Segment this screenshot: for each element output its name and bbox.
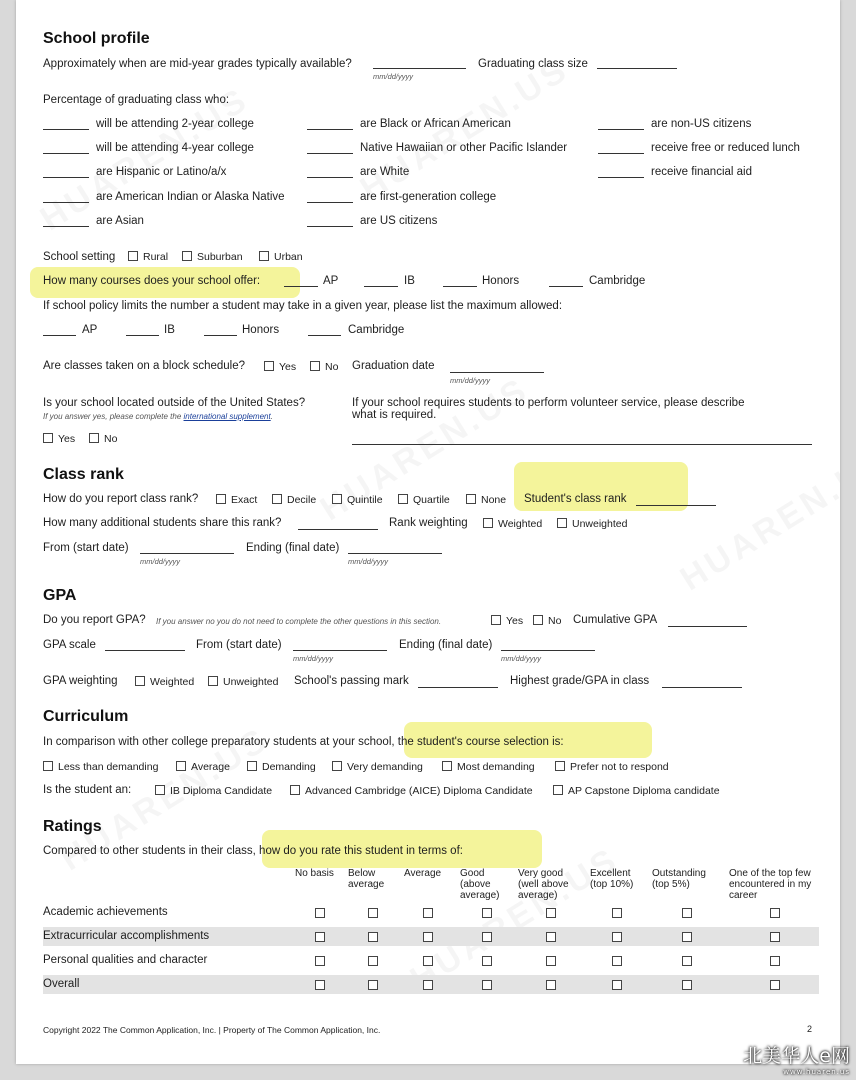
checkbox[interactable] <box>290 785 300 795</box>
checkbox[interactable] <box>43 761 53 771</box>
passing-mark-field[interactable] <box>418 687 498 688</box>
rigor-option[interactable]: Prefer not to respond <box>555 761 669 773</box>
rank-option-exact[interactable]: Exact <box>216 494 257 506</box>
section-title-school-profile: School profile <box>43 30 150 47</box>
rating-checkbox[interactable] <box>315 908 325 918</box>
checkbox[interactable] <box>553 785 563 795</box>
rating-checkbox[interactable] <box>423 956 433 966</box>
block-yes-option[interactable]: Yes <box>264 361 296 373</box>
share-rank-question: How many additional students share this rank? <box>43 517 282 529</box>
rating-checkbox[interactable] <box>612 956 622 966</box>
checkbox[interactable] <box>491 615 501 625</box>
pct-label: receive financial aid <box>651 166 753 178</box>
copyright-footer: Copyright 2022 The Common Application, Inc. | Property of The Common Application, Inc. <box>43 1025 381 1035</box>
setting-option-suburban[interactable]: Suburban <box>182 251 243 263</box>
outside-us-hint: If you answer yes, please complete the international supplement. <box>43 412 273 421</box>
section-title-curriculum: Curriculum <box>43 708 129 725</box>
outside-us-question: Is your school located outside of the United States? <box>43 397 306 409</box>
section-title-ratings: Ratings <box>43 818 102 835</box>
rating-checkbox[interactable] <box>612 932 622 942</box>
pct-field[interactable] <box>307 202 353 203</box>
highest-gpa-field[interactable] <box>662 687 742 688</box>
rating-checkbox[interactable] <box>423 932 433 942</box>
rating-checkbox[interactable] <box>612 908 622 918</box>
section-title-gpa: GPA <box>43 587 77 604</box>
course-type-label: AP <box>323 275 339 287</box>
checkbox[interactable] <box>155 785 165 795</box>
pct-label: are first-generation college <box>360 191 497 203</box>
checkbox[interactable] <box>398 494 408 504</box>
pct-field[interactable] <box>43 226 89 227</box>
gpa-weighting-label: GPA weighting <box>43 675 118 687</box>
volunteer-question: If your school requires students to perform volunteer service, please describe <box>352 397 745 409</box>
cumulative-gpa-field[interactable] <box>668 626 747 627</box>
checkbox[interactable] <box>247 761 257 771</box>
pct-field[interactable] <box>598 153 644 154</box>
checkbox[interactable] <box>135 676 145 686</box>
rating-column-header: Good (above average) <box>460 868 500 901</box>
ratings-intro: Compared to other students in their class, how do you rate this student in terms of: <box>43 845 463 857</box>
gpa-from-label: From (start date) <box>196 639 282 651</box>
course-type-label: AP <box>82 324 98 336</box>
international-supplement-link[interactable]: international supplement <box>183 412 271 421</box>
course-type-label: IB <box>164 324 175 336</box>
rank-option-quintile[interactable]: Quintile <box>332 494 383 506</box>
pct-label: are Hispanic or Latino/a/x <box>96 166 227 178</box>
rating-column-header: Below average <box>348 868 385 890</box>
rank-weighting-label: Rank weighting <box>389 517 468 529</box>
pct-label: are Black or African American <box>360 118 511 130</box>
checkbox[interactable] <box>264 361 274 371</box>
percentage-intro: Percentage of graduating class who: <box>43 94 230 106</box>
pct-field[interactable] <box>307 177 353 178</box>
checkbox[interactable] <box>310 361 320 371</box>
pct-label: will be attending 2-year college <box>96 118 254 130</box>
page-number: 2 <box>807 1024 813 1034</box>
rating-checkbox[interactable] <box>546 980 556 990</box>
course-limit-question: If school policy limits the number a student may take in a given year, please list the maximum allowed: <box>43 300 563 312</box>
checkbox[interactable] <box>332 494 342 504</box>
checkbox[interactable] <box>557 518 567 528</box>
checkbox[interactable] <box>466 494 476 504</box>
checkbox[interactable] <box>332 761 342 771</box>
pct-field[interactable] <box>43 177 89 178</box>
cambridge-max-field[interactable] <box>308 335 341 336</box>
form-page <box>16 0 840 1064</box>
pct-label: are American Indian or Alaska Native <box>96 191 285 203</box>
pct-field[interactable] <box>307 153 353 154</box>
pct-label: Native Hawaiian or other Pacific Islander <box>360 142 568 154</box>
rank-ending-label: Ending (final date) <box>246 542 340 554</box>
ib-max-field[interactable] <box>126 335 159 336</box>
gpa-report-question: Do you report GPA? <box>43 614 146 626</box>
rigor-option[interactable]: Less than demanding <box>43 761 158 773</box>
gpa-ending-date-field[interactable] <box>501 650 595 651</box>
rigor-option[interactable]: Demanding <box>247 761 316 773</box>
rank-from-label: From (start date) <box>43 542 129 554</box>
rigor-option[interactable]: Average <box>176 761 230 773</box>
rigor-option[interactable]: Very demanding <box>332 761 423 773</box>
block-no-option[interactable]: No <box>310 361 338 373</box>
student-diploma-label: Is the student an: <box>43 784 132 796</box>
rating-checkbox[interactable] <box>482 956 492 966</box>
gpa-scale-label: GPA scale <box>43 639 96 651</box>
gpa-report-hint: If you answer no you do not need to complete the other questions in this section. <box>156 617 442 626</box>
checkbox[interactable] <box>272 494 282 504</box>
setting-option-rural[interactable]: Rural <box>128 251 168 263</box>
gpa-unweighted-option[interactable]: Unweighted <box>208 676 278 688</box>
checkbox[interactable] <box>208 676 218 686</box>
rating-checkbox[interactable] <box>368 956 378 966</box>
diploma-option[interactable]: AP Capstone Diploma candidate <box>553 785 720 797</box>
midyear-grades-label: Approximately when are mid-year grades typically available? <box>43 58 352 70</box>
gpa-scale-field[interactable] <box>105 650 185 651</box>
rating-checkbox[interactable] <box>423 980 433 990</box>
pct-field[interactable] <box>307 226 353 227</box>
outside-yes-option[interactable]: Yes <box>43 433 75 445</box>
rigor-option[interactable]: Most demanding <box>442 761 535 773</box>
rating-checkbox[interactable] <box>482 980 492 990</box>
checkbox[interactable] <box>43 433 53 443</box>
date-hint: mm/dd/yyyy <box>373 72 414 81</box>
rank-report-question: How do you report class rank? <box>43 493 199 505</box>
rating-checkbox[interactable] <box>482 932 492 942</box>
rating-row-label: Extracurricular accomplishments <box>43 930 210 942</box>
rating-column-header: Average <box>404 868 442 879</box>
rating-checkbox[interactable] <box>546 908 556 918</box>
rating-column-header: One of the top few encountered in my career <box>729 868 812 901</box>
checkbox[interactable] <box>216 494 226 504</box>
pct-field[interactable] <box>598 129 644 130</box>
pct-field[interactable] <box>43 202 89 203</box>
checkbox[interactable] <box>533 615 543 625</box>
highest-gpa-label: Highest grade/GPA in class <box>510 675 650 687</box>
pct-label: will be attending 4-year college <box>96 142 254 154</box>
rating-column-header: Excellent (top 10%) <box>590 868 634 890</box>
cumulative-gpa-label: Cumulative GPA <box>573 614 658 626</box>
rating-checkbox[interactable] <box>315 956 325 966</box>
rank-option-decile[interactable]: Decile <box>272 494 316 506</box>
rank-option-quartile[interactable]: Quartile <box>398 494 450 506</box>
checkbox[interactable] <box>176 761 186 771</box>
rating-checkbox[interactable] <box>612 980 622 990</box>
pct-label: are White <box>360 166 410 178</box>
pct-label: are non-US citizens <box>651 118 752 130</box>
diploma-option[interactable]: Advanced Cambridge (AICE) Diploma Candidate <box>290 785 533 797</box>
outside-no-option[interactable]: No <box>89 433 117 445</box>
date-hint: mm/dd/yyyy <box>501 654 542 663</box>
midyear-date-field[interactable] <box>373 68 466 69</box>
rating-checkbox[interactable] <box>368 908 378 918</box>
rank-ending-date-field[interactable] <box>348 553 442 554</box>
grad-class-size-field[interactable] <box>597 68 677 69</box>
rating-row-label: Academic achievements <box>43 906 168 918</box>
pct-label: are Asian <box>96 215 144 227</box>
rating-column-header: Outstanding (top 5%) <box>652 868 706 890</box>
rating-checkbox[interactable] <box>770 980 780 990</box>
gpa-no-option[interactable]: No <box>533 615 561 627</box>
course-type-label: Honors <box>242 324 280 336</box>
course-type-label: Honors <box>482 275 520 287</box>
share-rank-field[interactable] <box>298 529 378 530</box>
block-schedule-question: Are classes taken on a block schedule? <box>43 360 246 372</box>
rating-row-label: Personal qualities and character <box>43 954 208 966</box>
pct-field[interactable] <box>43 153 89 154</box>
checkbox[interactable] <box>128 251 138 261</box>
gpa-weighted-option[interactable]: Weighted <box>135 676 194 688</box>
rating-checkbox[interactable] <box>546 932 556 942</box>
volunteer-question-line2: what is required. <box>352 409 437 421</box>
rank-weighted-option[interactable]: Weighted <box>483 518 542 530</box>
ib-count-field[interactable] <box>364 286 398 287</box>
student-class-rank-label: Student's class rank <box>524 493 627 505</box>
rating-checkbox[interactable] <box>482 908 492 918</box>
rating-checkbox[interactable] <box>682 932 692 942</box>
course-type-label: IB <box>404 275 415 287</box>
checkbox[interactable] <box>483 518 493 528</box>
rating-checkbox[interactable] <box>546 956 556 966</box>
cambridge-count-field[interactable] <box>549 286 583 287</box>
rank-from-date-field[interactable] <box>140 553 234 554</box>
section-title-class-rank: Class rank <box>43 466 124 483</box>
date-hint: mm/dd/yyyy <box>140 557 181 566</box>
setting-option-urban[interactable]: Urban <box>259 251 303 263</box>
checkbox[interactable] <box>259 251 269 261</box>
date-hint: mm/dd/yyyy <box>450 376 491 385</box>
pct-field[interactable] <box>307 129 353 130</box>
gpa-from-date-field[interactable] <box>293 650 387 651</box>
rating-checkbox[interactable] <box>368 980 378 990</box>
rating-checkbox[interactable] <box>368 932 378 942</box>
pct-label: are US citizens <box>360 215 438 227</box>
courses-offered-label: How many courses does your school offer: <box>43 275 261 287</box>
ap-max-field[interactable] <box>43 335 76 336</box>
rating-column-header: No basis <box>295 868 334 879</box>
passing-mark-label: School's passing mark <box>294 675 409 687</box>
volunteer-answer-field[interactable] <box>352 444 812 445</box>
rating-row-label: Overall <box>43 978 80 990</box>
pct-label: receive free or reduced lunch <box>651 142 800 154</box>
rating-checkbox[interactable] <box>315 932 325 942</box>
date-hint: mm/dd/yyyy <box>348 557 389 566</box>
gpa-yes-option[interactable]: Yes <box>491 615 523 627</box>
rating-checkbox[interactable] <box>682 980 692 990</box>
rating-checkbox[interactable] <box>682 908 692 918</box>
ap-count-field[interactable] <box>284 286 318 287</box>
course-type-label: Cambridge <box>348 324 405 336</box>
checkbox[interactable] <box>555 761 565 771</box>
checkbox[interactable] <box>89 433 99 443</box>
site-watermark-logo: 北美华人e网 www.huaren.us <box>743 1045 850 1076</box>
diploma-option[interactable]: IB Diploma Candidate <box>155 785 272 797</box>
date-hint: mm/dd/yyyy <box>293 654 334 663</box>
graduation-date-field[interactable] <box>450 372 544 373</box>
rating-checkbox[interactable] <box>315 980 325 990</box>
rating-checkbox[interactable] <box>682 956 692 966</box>
checkbox[interactable] <box>442 761 452 771</box>
rating-checkbox[interactable] <box>423 908 433 918</box>
rank-option-none[interactable]: None <box>466 494 506 506</box>
watermark-text <box>674 440 840 599</box>
graduation-date-label: Graduation date <box>352 360 435 372</box>
rating-checkbox[interactable] <box>770 932 780 942</box>
pct-field[interactable] <box>598 177 644 178</box>
grad-class-size-label: Graduating class size <box>478 58 588 70</box>
rating-checkbox[interactable] <box>770 908 780 918</box>
rank-unweighted-option[interactable]: Unweighted <box>557 518 627 530</box>
gpa-ending-label: Ending (final date) <box>399 639 493 651</box>
course-selection-question: In comparison with other college preparatory students at your school, the student's course selection is: <box>43 736 564 748</box>
rating-checkbox[interactable] <box>770 956 780 966</box>
checkbox[interactable] <box>182 251 192 261</box>
student-class-rank-field[interactable] <box>636 505 716 506</box>
honors-max-field[interactable] <box>204 335 237 336</box>
school-setting-label: School setting <box>43 251 116 263</box>
honors-count-field[interactable] <box>443 286 477 287</box>
course-type-label: Cambridge <box>589 275 646 287</box>
pct-field[interactable] <box>43 129 89 130</box>
rating-column-header: Very good (well above average) <box>518 868 569 901</box>
